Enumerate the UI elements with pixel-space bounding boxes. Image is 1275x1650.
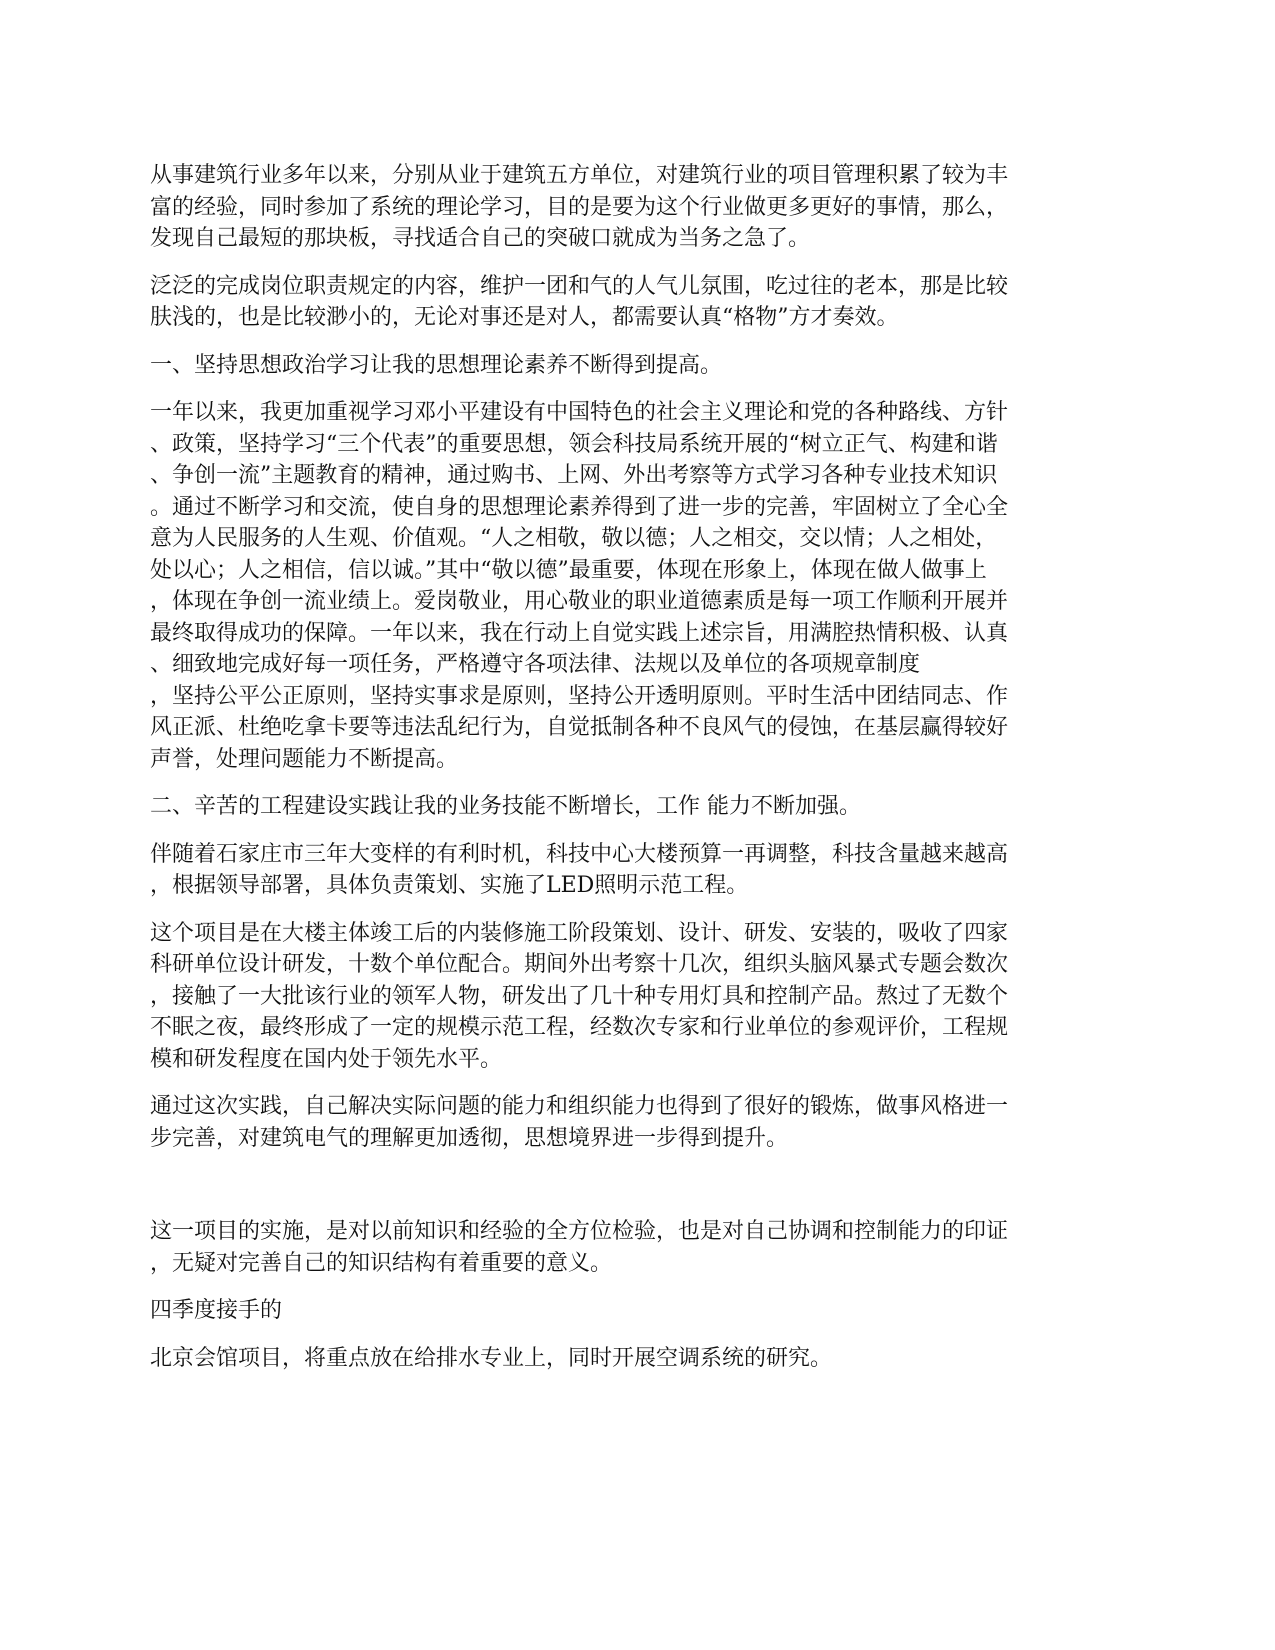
paragraph-reflection: 泛泛的完成岗位职责规定的内容，维护一团和气的人气儿氛围，吃过往的老本，那是比较 肤浅的，也是比较渺小的，无论对事还是对人，都需要认真“格物”方才奏效。 — [150, 273, 1009, 330]
paragraph-practice-result: 通过这次实践，自己解决实际问题的能力和组织能力也得到了很好的锻炼，做事风格进一 步完善，对建筑电气的理解更加透彻，思想境界进一步得到提升。 — [150, 1094, 1009, 1151]
blank-gap — [150, 1170, 1125, 1216]
document-body — [150, 160, 1125, 1390]
paragraph-led-project: 伴随着石家庄市三年大变样的有利时机，科技中心大楼预算一再调整，科技含量越来越高 ，根据领导部署，具体负责策划、实施了LED照明示范工程。 — [150, 841, 1009, 898]
paragraph-beijing-project: 北京会馆项目，将重点放在给排水专业上，同时开展空调系统的研究。 — [150, 1345, 833, 1371]
section-heading-1: 一、坚持思想政治学习让我的思想理论素养不断得到提高。 — [150, 352, 723, 378]
paragraph-study: 一年以来，我更加重视学习邓小平建设有中国特色的社会主义理论和党的各种路线、方针 、政策，坚持学习“三个代表”的重要思想，领会科技局系统开展的“树立正气、构建和谐 、争创一流”主题教育的精神，通过购书、上网、外出考察等方式学习各种专业技术知识 。通过不断学习和交流，使自身的思想理论素养得到了进一步的完善，牢固树立了全心全 意为人民服务的人生观、价值观。“人之相敬，敬以德；人之相交，交以情；人之相处， 处以心；人之相信，信以诚。”其中“敬以德”最重要，体现在形象上，体现在做人做事上 ，体现在争创一流业绩上。爱岗敬业，用心敬业的职业道德素质是每一项工作顺利开展并 最终取得成功的保障。一年以来，我在行动上自觉实践上述宗旨，用满腔热情积极、认真 、细致地完成好每一项任务，严格遵守各项法律、法规以及单位的各项规章制度 ，坚持公平公正原则，坚持实事求是原则，坚持公开透明原则。平时生活中团结同志、作 风正派、杜绝吃拿卡要等违法乱纪行为，自觉抵制各种不良风气的侵蚀，在基层赢得较好 声誉，处理问题能力不断提高。 — [150, 400, 1009, 772]
paragraph-significance: 这一项目的实施，是对以前知识和经验的全方位检验，也是对自己协调和控制能力的印证 ，无疑对完善自己的知识结构有着重要的意义。 — [150, 1219, 1009, 1276]
section-heading-2: 二、辛苦的工程建设实践让我的业务技能不断增长，工作 能力不断加强。 — [150, 794, 861, 819]
paragraph-project-detail: 这个项目是在大楼主体竣工后的内装修施工阶段策划、设计、研发、安装的，吸收了四家 科研单位设计研发，十数个单位配合。期间外出考察十几次，组织头脑风暴式专题会数次 ，接触了一大批该行业的领军人物，研发出了几十种专用灯具和控制产品。熬过了无数个 不眠之夜，最终形成了一定的规模示范工程，经数次专家和行业单位的参观评价，工程规 模和研发程度在国内处于领先水平。 — [150, 920, 1009, 1072]
paragraph-q4: 四季度接手的 — [150, 1298, 283, 1323]
paragraph-intro: 从事建筑行业多年以来，分别从业于建筑五方单位，对建筑行业的项目管理积累了较为丰 富的经验，同时参加了系统的理论学习，目的是要为这个行业做更多更好的事情，那么， 发现自己最短的那块板，寻找适合自己的突破口就成为当务之急了。 — [150, 163, 1009, 251]
